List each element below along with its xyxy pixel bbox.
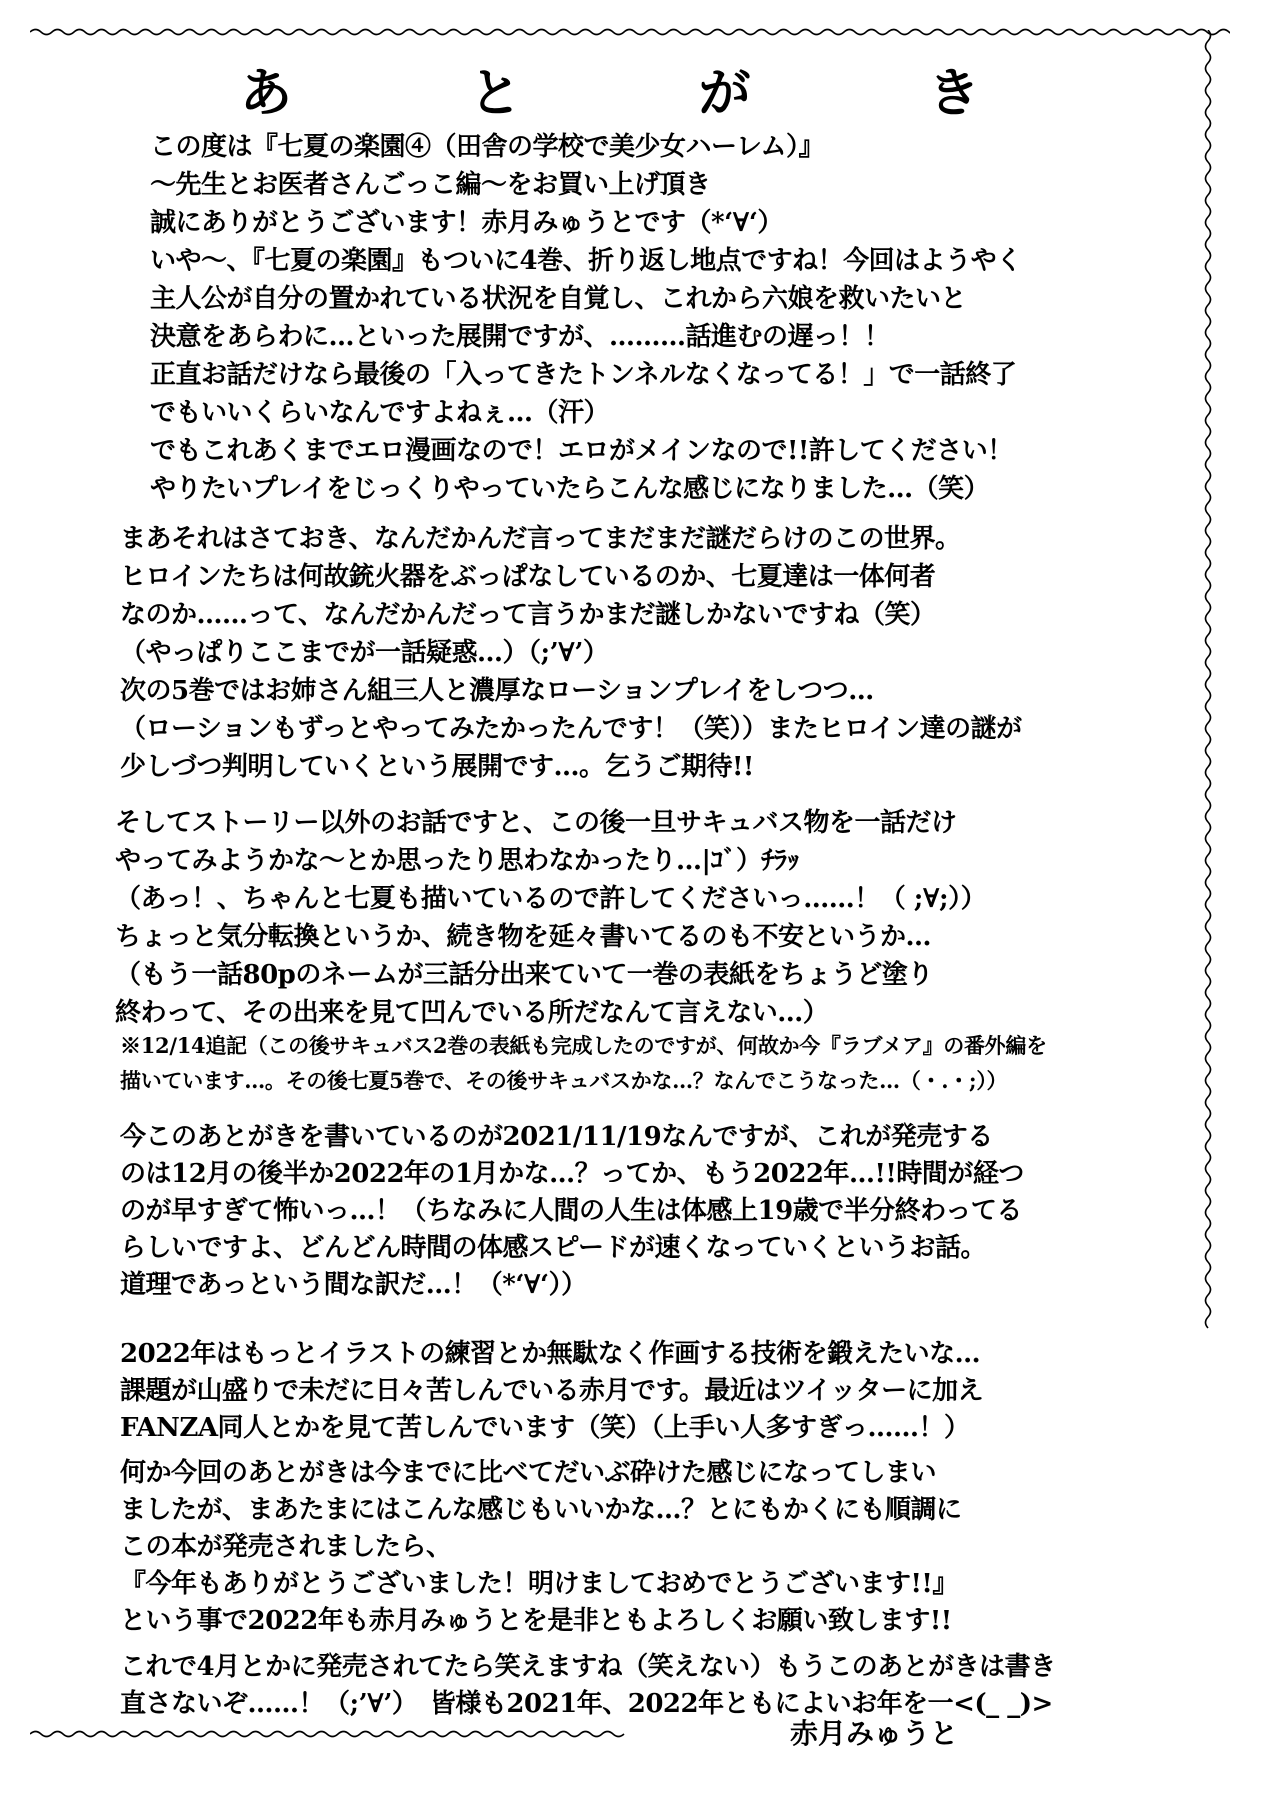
text-line: そしてストーリー以外のお話ですと、この後一旦サキュバス物を一話だけ [115,808,957,838]
text-line: のが早すぎて怖いっ…！（ちなみに人間の人生は体感上19歳で半分終わってる [120,1196,1022,1226]
text-line: 少しづつ判明していくという展開です…。乞うご期待!! [120,752,754,782]
text-line: これで4月とかに発売されてたら笑えますね（笑えない）もうこのあとがきは書き [120,1652,1056,1682]
text-line: という事で2022年も赤月みゅうとを是非ともよろしくお願い致します!! [120,1606,952,1636]
text-line: （やっぱりここまでが一話疑惑…）（;’∀’） [120,638,609,668]
text-line: 誠にありがとうございます！赤月みゅうとです（*‘∀‘） [150,208,783,238]
text-line: 直さないぞ……！（;’∀’） 皆様も2021年、2022年ともによいお年を一<(_ _)> [120,1689,1053,1719]
text-line: 主人公が自分の置かれている状況を自覚し、これから六娘を救いたいと [150,284,967,314]
text-line: （ローションもずっとやってみたかったんです！（笑））またヒロイン達の謎が [120,714,1022,744]
text-line: 描いています…。その後七夏5巻で、その後サキュバスかな…？なんでこうなった…（・.・;）） [120,1068,1008,1093]
text-line: やりたいプレイをじっくりやっていたらこんな感じになりました…（笑） [150,474,990,504]
wavy-border-bottom [30,1722,630,1746]
text-line: この本が発売されましたら、 [120,1532,452,1562]
text-line: ～先生とお医者さんごっこ編～をお買い上げ頂き [150,170,711,200]
text-line: のは12月の後半か2022年の1月かな…？ってか、もう2022年…!!時間が経つ [120,1159,1024,1189]
text-line: （あっ！、ちゃんと七夏も描いているので許してくださいっ……！（ ;∀;）） [115,884,987,914]
text-line: 次の5巻ではお姉さん組三人と濃厚なローションプレイをしつつ… [120,676,874,706]
page-title [240,48,980,128]
title-char: が [698,62,751,124]
text-line: この度は『七夏の楽園④（田舎の学校で美少女ハーレム）』 [150,132,824,162]
text-line: なのか……って、なんだかんだって言うかまだ謎しかないですね（笑） [120,600,936,630]
text-line: らしいですよ、どんどん時間の体感スピードが速くなっていくというお話。 [120,1233,986,1263]
wavy-border-right [1196,30,1220,1330]
text-line: ヒロインたちは何故銃火器をぶっぱなしているのか、七夏達は一体何者 [120,562,936,592]
text-line: 道理であっという間な訳だ…！（*‘∀‘）） [120,1270,587,1300]
title-char: き [927,62,980,124]
text-line: FANZA同人とかを見て苦しんでいます（笑）（上手い人多すぎっ……！） [120,1413,970,1443]
text-line: ましたが、まあたまにはこんな感じもいいかな…？とにもかくにも順調に [120,1495,962,1525]
text-line: まあそれはさておき、なんだかんだ言ってまだまだ謎だらけのこの世界。 [120,524,961,554]
title-char: と [469,62,522,124]
text-line: （もう一話80pのネームが三話分出来ていて一巻の表紙をちょうど塗り [115,960,933,990]
text-line: ※12/14追記（この後サキュバス2巻の表紙も完成したのですが、何故か今『ラブメア』の番外編を [120,1033,1047,1058]
text-line: でもいいくらいなんですよねぇ…（汗） [150,398,610,428]
text-line: 正直お話だけなら最後の「入ってきたトンネルなくなってる！」で一話終了 [150,360,1017,390]
text-line: ちょっと気分転換というか、続き物を延々書いてるのも不安というか… [115,922,932,952]
text-line: いや～、『七夏の楽園』もついに4巻、折り返し地点ですね！今回はようやく [150,246,1022,276]
text-line: 『今年もありがとうございました！明けましておめでとうございます!!』 [120,1569,958,1599]
text-line: でもこれあくまでエロ漫画なので！エロがメインなので!!許してください！ [150,436,1013,466]
text-line: 何か今回のあとがきは今までに比べてだいぶ砕けた感じになってしまい [120,1458,937,1488]
wavy-border-top [30,20,1230,44]
text-line: やってみようかな～とか思ったり思わなかったり…|ｺﾞ）ﾁﾗｯ [115,846,799,876]
title-char: あ [240,62,293,124]
author-signature: 赤月みゅうと [790,1717,959,1750]
text-line: 2022年はもっとイラストの練習とか無駄なく作画する技術を鍛えたいな… [120,1339,981,1369]
text-line: 決意をあらわに…といった展開ですが、………話進むの遅っ！！ [150,322,890,352]
text-line: 終わって、その出来を見て凹んでいる所だなんて言えない…） [115,998,829,1028]
text-line: 課題が山盛りで未だに日々苦しんでいる赤月です。最近はツイッターに加え [120,1376,984,1406]
text-line: 今このあとがきを書いているのが2021/11/19なんですが、これが発売する [120,1122,993,1152]
